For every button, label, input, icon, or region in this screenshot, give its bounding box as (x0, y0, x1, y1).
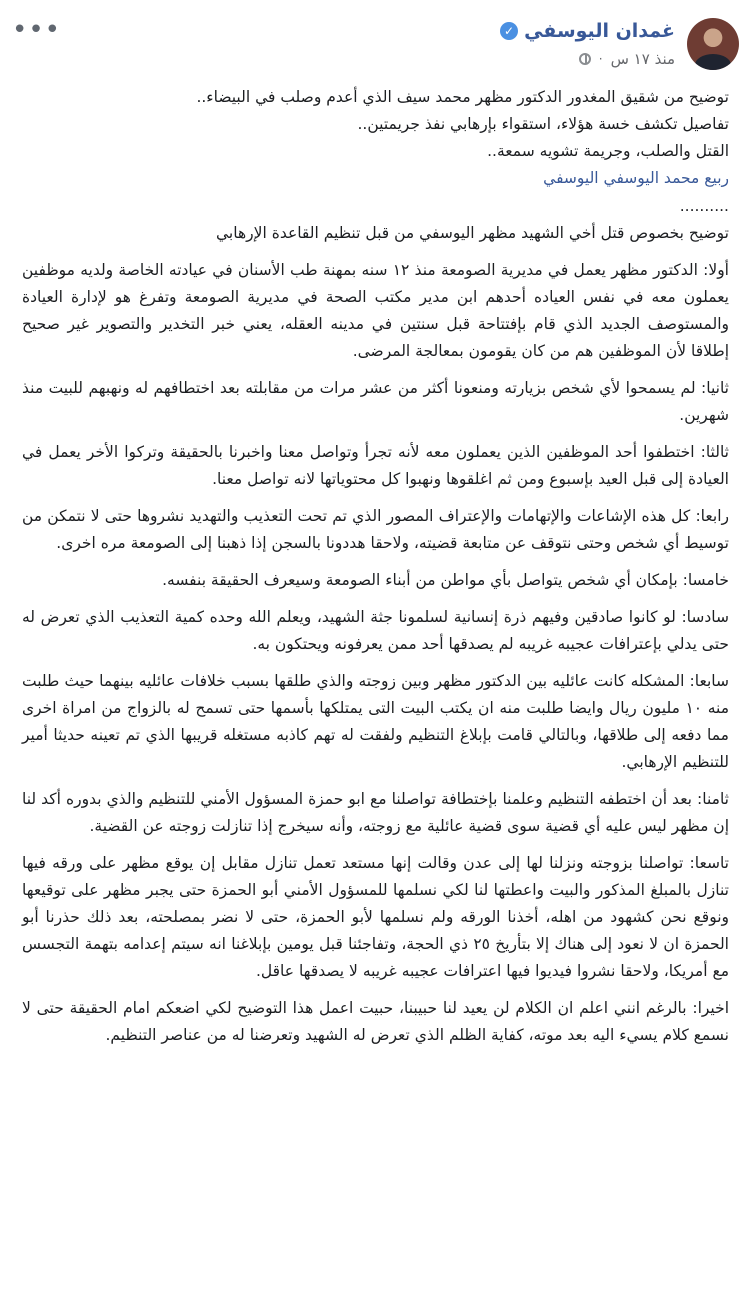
author-name[interactable]: غمدان اليوسفي (524, 20, 675, 42)
section-text: أولا: الدكتور مظهر يعمل في مديرية الصومعة منذ ١٢ سنه بمهنة طب الأسنان في عيادته الخاصة ولديه موظفين يعملون معه في نفس العياده أحدهم ابن مدير مكتب الصحة في مديرية الصومعة وتفرغ هو لإدارة العيادة والمستوصف الجديد الذي قام بإفتتاحة قبل سنتين في مدينه العقله، يعني خبر التخدير والتصوير غير صحيح إطلاقا لأن الموظفين هم من كان يقومون بمعالجة المرضى. (22, 261, 729, 360)
post-subtitle: توضيح بخصوص قتل أخي الشهيد مظهر اليوسفي من قبل تنظيم القاعدة الإرهابي (216, 224, 729, 242)
section-first (22, 255, 729, 365)
separator-dot: · (598, 52, 603, 66)
section-fifth (22, 565, 729, 594)
post-content (22, 84, 729, 1057)
section-text: ثانيا: لم يسمحوا لأي شخص بزيارته ومنعونا أكثر من عشر مرات من مقابلته بعد اختطافهم له ونهبهم للبيت منذ شهرين. (22, 379, 729, 424)
section-text: سابعا: المشكله كانت عائليه بين الدكتور مظهر وبين زوجته والذي طلقها بسبب خلافات عائليه بينهما حيث طلبت منه ١٠ مليون ريال وايضا طلبت منه ان يكتب البيت التى يمتلكها بأسمها حتى تسمح له بالزواج من امراة اخرى مما دفعه إلى طلاقها، وبالتالي قامت بإبلاغ التنظيم ولفقت له تهم كاذبه مستغله قريبها الذي تم تعينه حديثا أمير للتنظيم الإرهابي. (22, 672, 729, 771)
dots-divider: .......... (679, 197, 729, 215)
intro-line: تفاصيل تكشف خسة هؤلاء، استقواء بإرهابي نفذ جريمتين.. (357, 115, 729, 133)
section-text: خامسا: بإمكان أي شخص يتواصل بأي مواطن من أبناء الصومعة وسيعرف الحقيقة بنفسه. (162, 571, 729, 589)
post-intro (22, 84, 729, 165)
section-second (22, 373, 729, 429)
section-fourth (22, 501, 729, 557)
section-last (22, 993, 729, 1049)
section-seventh (22, 666, 729, 776)
section-ninth (22, 848, 729, 985)
section-sixth (22, 602, 729, 658)
section-third (22, 437, 729, 493)
verified-badge-icon: ✓ (500, 22, 518, 40)
section-text: تاسعا: تواصلنا بزوجته ونزلنا لها إلى عدن وقالت إنها مستعد تعمل تنازل مقابل إن يوقع مظهر على ورقه فيها تنازل بالمبلغ المذكور والبيت واعطتها لنا لكي نسلمها للمسؤول الأمني أبو الحمزة حتى يجبر مظهر على توقيعها ونوقع نحن كشهود من اهله، أخذنا الورقه ولم نسلمها لأبو الحمزة، حتى لا نضر بمصلحته، بعد ذلك حذرنا أبو الحمزة ان لا نعود إلى هناك إلا بتأريخ ٢٥ ذي الحجة، وتفاجئنا قبل يومين بإبلاغنا انه سيتم إعدامه بتهمة التجسس مع أمريكا، ولاحقا نشروا فيديوا فيها اعترافات عجيبه غريبه لا يصدقها عاقل. (22, 854, 729, 980)
section-text: اخيرا: بالرغم انني اعلم ان الكلام لن يعيد لنا حبيبنا، حبيت اعمل هذا التوضيح لكي اضعكم امام الحقيقة حتى لا نسمع كلام يسيء اليه بعد موته، كفاية الظلم الذي تعرض له الشهيد وتعرضنا له من عناصر التنظيم. (22, 999, 729, 1044)
intro-line: توضيح من شقيق المغدور الدكتور مظهر محمد سيف الذي أعدم وصلب في البيضاء.. (196, 88, 729, 106)
post-meta (579, 50, 675, 68)
more-options-icon[interactable]: ••• (12, 15, 62, 45)
section-text: ثامنا: بعد أن اختطفه التنظيم وعلمنا بإختطافة تواصلنا مع ابو حمزة المسؤول الأمني للتنظيم والذي بدوره أكد لنا إن مظهر ليس عليه أي قضية سوى قضية عائلية مع زوجته، وأنه سيخرج إذا تنازلت زوجته عن القضية. (22, 790, 729, 835)
post-time[interactable]: منذ ١٧ س (610, 50, 675, 68)
section-text: ثالثا: اختطفوا أحد الموظفين الذين يعملون معه لأنه تجرأ وتواصل معنا واخبرنا بالحقيقة وتركوا الأخر يعمل في العيادة إلى قبل العيد بإسبوع ومن ثم اغلقوها ونهبوا كل محتوياتها لانه تواصل معنا. (22, 443, 729, 488)
section-text: رابعا: كل هذه الإشاعات والإتهامات والإعتراف المصور الذي تم تحت التعذيب والتهديد نشروها حتى لا نتمكن من توسيط أي شخص وحتى نتوقف عن متابعة قضيته، ولاحقا هددونا بالسجن إذا ذهبنا إلى الصومعة مره اخرى. (22, 507, 729, 552)
intro-line: القتل والصلب، وجريمة تشويه سمعة.. (487, 142, 729, 160)
post-header (12, 14, 739, 74)
section-eighth (22, 784, 729, 840)
author-line (500, 20, 675, 42)
signature-link[interactable]: ربيع محمد اليوسفي اليوسفي (543, 169, 729, 187)
globe-icon[interactable] (579, 53, 591, 65)
section-text: سادسا: لو كانوا صادقين وفيهم ذرة إنسانية لسلمونا جثة الشهيد، ويعلم الله وحده كمية التعذيب الذي تعرض له حتى يدلي بإعترافات عجيبه غريبه لم يصدقها أحد ممن يعرفونه ويحتكون به. (22, 608, 729, 653)
author-avatar[interactable] (687, 18, 739, 70)
